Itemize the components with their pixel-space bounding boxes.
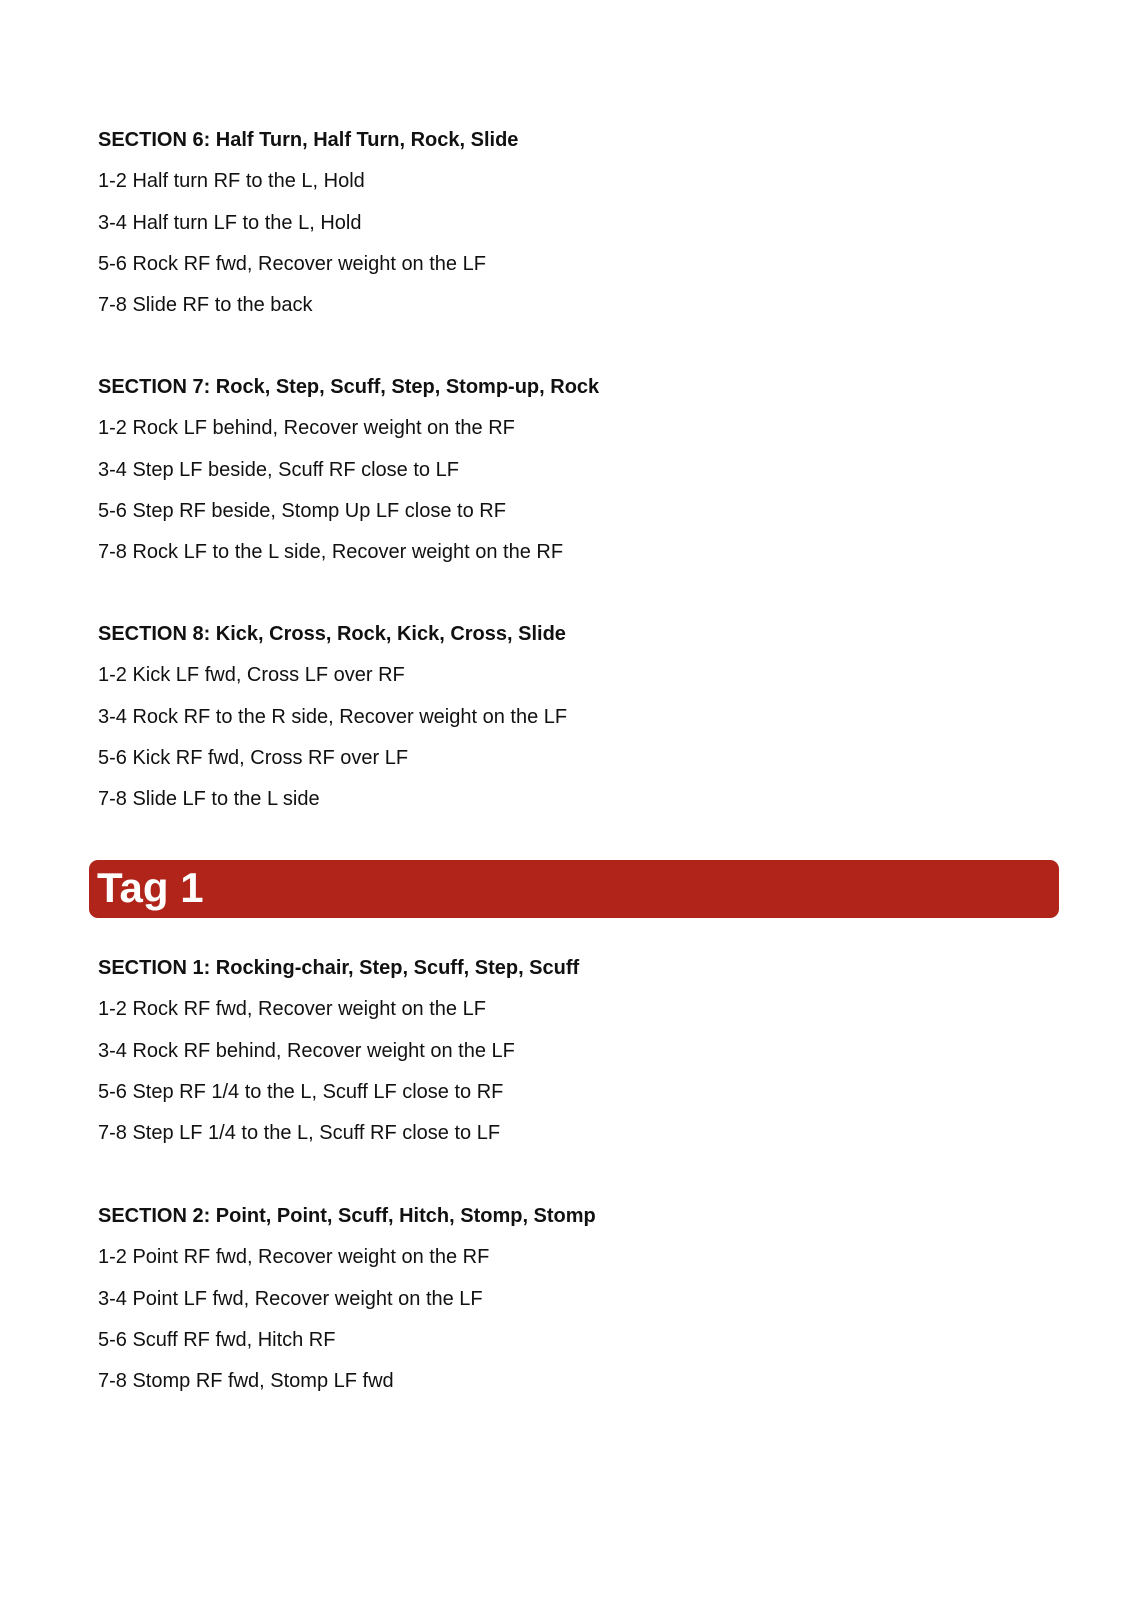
step-line: 7-8 Slide RF to the back — [98, 294, 313, 317]
section-block — [98, 948, 1058, 1154]
step-line: 3-4 Half turn LF to the L, Hold — [98, 211, 362, 234]
step-line: 1-2 Half turn RF to the L, Hold — [98, 170, 365, 193]
step-line: 3-4 Point LF fwd, Recover weight on the LF — [98, 1287, 483, 1310]
section-heading: SECTION 8: Kick, Cross, Rock, Kick, Cross, Slide — [98, 623, 566, 645]
section-block — [98, 1196, 1058, 1402]
step-line: 5-6 Kick RF fwd, Cross RF over LF — [98, 746, 409, 769]
step-line: 5-6 Scuff RF fwd, Hitch RF — [98, 1328, 336, 1351]
tag-banner — [89, 860, 1059, 918]
step-line: 1-2 Kick LF fwd, Cross LF over RF — [98, 664, 405, 687]
section-heading: SECTION 6: Half Turn, Half Turn, Rock, Slide — [98, 129, 519, 151]
step-line: 1-2 Rock LF behind, Recover weight on the RF — [98, 417, 515, 440]
step-line: 3-4 Rock RF to the R side, Recover weight on the LF — [98, 705, 568, 728]
step-line: 7-8 Stomp RF fwd, Stomp LF fwd — [98, 1370, 394, 1393]
step-line: 1-2 Point RF fwd, Recover weight on the RF — [98, 1246, 490, 1269]
step-line: 7-8 Step LF 1/4 to the L, Scuff RF close to LF — [98, 1122, 501, 1145]
step-line: 7-8 Slide LF to the L side — [98, 788, 320, 811]
step-line: 5-6 Step RF beside, Stomp Up LF close to RF — [98, 499, 506, 522]
tag-title: Tag 1 — [97, 864, 204, 911]
section-heading: SECTION 7: Rock, Step, Scuff, Step, Stomp-up, Rock — [98, 376, 600, 398]
section-block — [98, 614, 1058, 820]
step-line: 3-4 Step LF beside, Scuff RF close to LF — [98, 458, 459, 481]
section-block — [98, 367, 1058, 573]
step-line: 1-2 Rock RF fwd, Recover weight on the LF — [98, 998, 486, 1021]
section-block — [98, 120, 1058, 326]
step-line: 5-6 Step RF 1/4 to the L, Scuff LF close to RF — [98, 1080, 504, 1103]
section-heading: SECTION 2: Point, Point, Scuff, Hitch, Stomp, Stomp — [98, 1205, 596, 1227]
step-line: 3-4 Rock RF behind, Recover weight on the LF — [98, 1039, 515, 1062]
step-line: 5-6 Rock RF fwd, Recover weight on the LF — [98, 252, 486, 275]
section-heading: SECTION 1: Rocking-chair, Step, Scuff, Step, Scuff — [98, 957, 580, 979]
step-line: 7-8 Rock LF to the L side, Recover weight on the RF — [98, 541, 564, 564]
